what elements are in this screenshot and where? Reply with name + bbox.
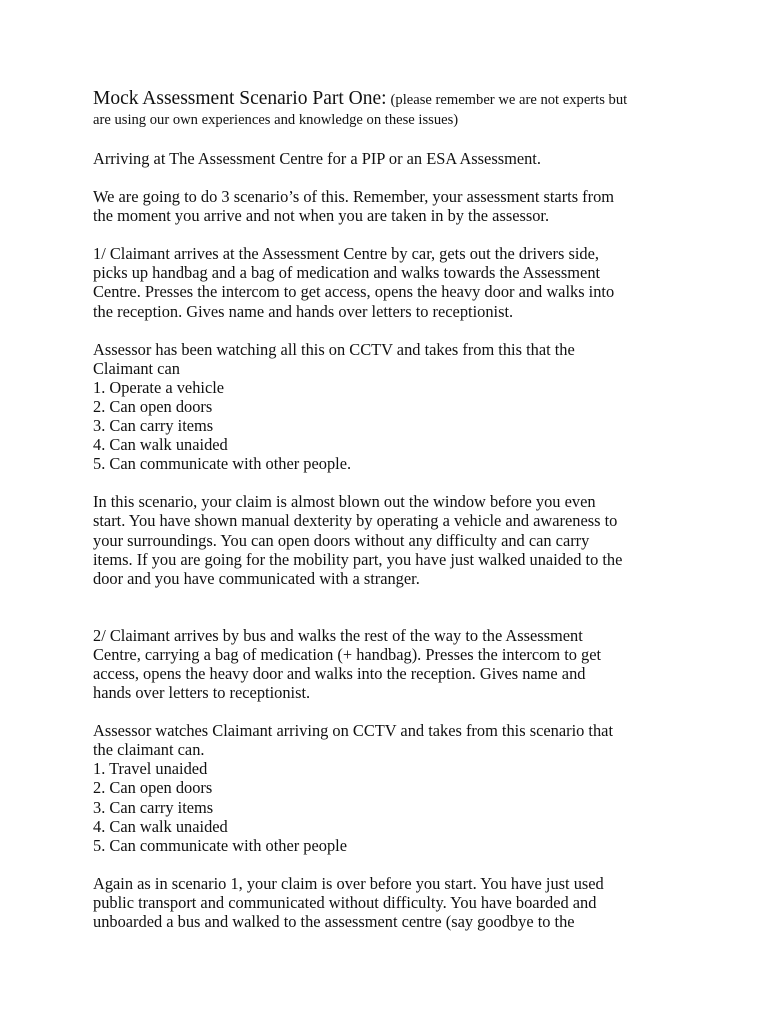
- document-title: [93, 88, 693, 111]
- list-item: 3. Can carry items: [93, 797, 214, 817]
- paragraph-line: hands over letters to receptionist.: [93, 683, 311, 703]
- title-main: Mock Assessment Scenario Part One:: [93, 88, 387, 109]
- paragraph-line: 1/ Claimant arrives at the Assessment Centre by car, gets out the drivers side,: [93, 244, 599, 264]
- paragraph-line: Centre, carrying a bag of medication (+ handbag). Presses the intercom to get: [93, 644, 602, 664]
- list-item: 4. Can walk unaided: [93, 435, 228, 455]
- title-note: (please remember we are not experts but: [390, 92, 628, 108]
- paragraph-line: your surroundings. You can open doors without any difficulty and can carry: [93, 530, 590, 550]
- paragraph-line: access, opens the heavy door and walks into the reception. Gives name and: [93, 663, 586, 683]
- list-item: 1. Travel unaided: [93, 759, 208, 779]
- paragraph-line: unboarded a bus and walked to the assessment centre (say goodbye to the: [93, 912, 575, 931]
- paragraph-line: picks up handbag and a bag of medication and walks towards the Assessment: [93, 263, 601, 283]
- list-item: 3. Can carry items: [93, 416, 214, 436]
- list-item: 2. Can open doors: [93, 396, 213, 416]
- paragraph-line: Assessor has been watching all this on CCTV and takes from this that the: [93, 339, 575, 359]
- scenario-2-assessor: [93, 721, 693, 855]
- paragraph-line: Centre. Presses the intercom to get access, opens the heavy door and walks into: [93, 282, 615, 302]
- paragraph-line: start. You have shown manual dexterity by operating a vehicle and awareness to: [93, 511, 618, 531]
- paragraph-line: We are going to do 3 scenario’s of this. Remember, your assessment starts from: [93, 187, 615, 207]
- document-page: [93, 88, 693, 931]
- title-note-continued: are using our own experiences and knowledge on these issues): [93, 112, 459, 128]
- list-item: 2. Can open doors: [93, 778, 213, 798]
- paragraph-line: door and you have communicated with a stranger.: [93, 568, 420, 588]
- paragraph-line: items. If you are going for the mobility part, you have just walked unaided to the: [93, 549, 623, 569]
- remember-paragraph: [93, 187, 693, 225]
- intro-paragraph: Arriving at The Assessment Centre for a PIP or an ESA Assessment.: [93, 149, 541, 168]
- paragraph-line: the moment you arrive and not when you are taken in by the assessor.: [93, 206, 550, 226]
- paragraph-line: 2/ Claimant arrives by bus and walks the rest of the way to the Assessment: [93, 625, 583, 645]
- paragraph-line: In this scenario, your claim is almost blown out the window before you even: [93, 492, 596, 512]
- paragraph-line: Assessor watches Claimant arriving on CCTV and takes from this scenario that: [93, 721, 613, 741]
- paragraph-line: Again as in scenario 1, your claim is over before you start. You have just used: [93, 873, 604, 893]
- scenario-1-description: [93, 244, 693, 320]
- scenario-1-conclusion: [93, 492, 693, 587]
- scenario-2-description: [93, 626, 693, 702]
- list-item: 4. Can walk unaided: [93, 816, 228, 836]
- scenario-2-list: [93, 759, 693, 854]
- list-item: 5. Can communicate with other people: [93, 835, 347, 855]
- paragraph-line: the claimant can.: [93, 740, 205, 760]
- paragraph-line: public transport and communicated without difficulty. You have boarded and: [93, 892, 597, 912]
- paragraph-line: Claimant can: [93, 358, 180, 378]
- scenario-2-conclusion: [93, 874, 693, 931]
- scenario-1-assessor: [93, 340, 693, 474]
- list-item: 1. Operate a vehicle: [93, 377, 225, 397]
- paragraph-line: the reception. Gives name and hands over letters to receptionist.: [93, 301, 514, 321]
- list-item: 5. Can communicate with other people.: [93, 454, 352, 474]
- scenario-1-list: [93, 378, 693, 473]
